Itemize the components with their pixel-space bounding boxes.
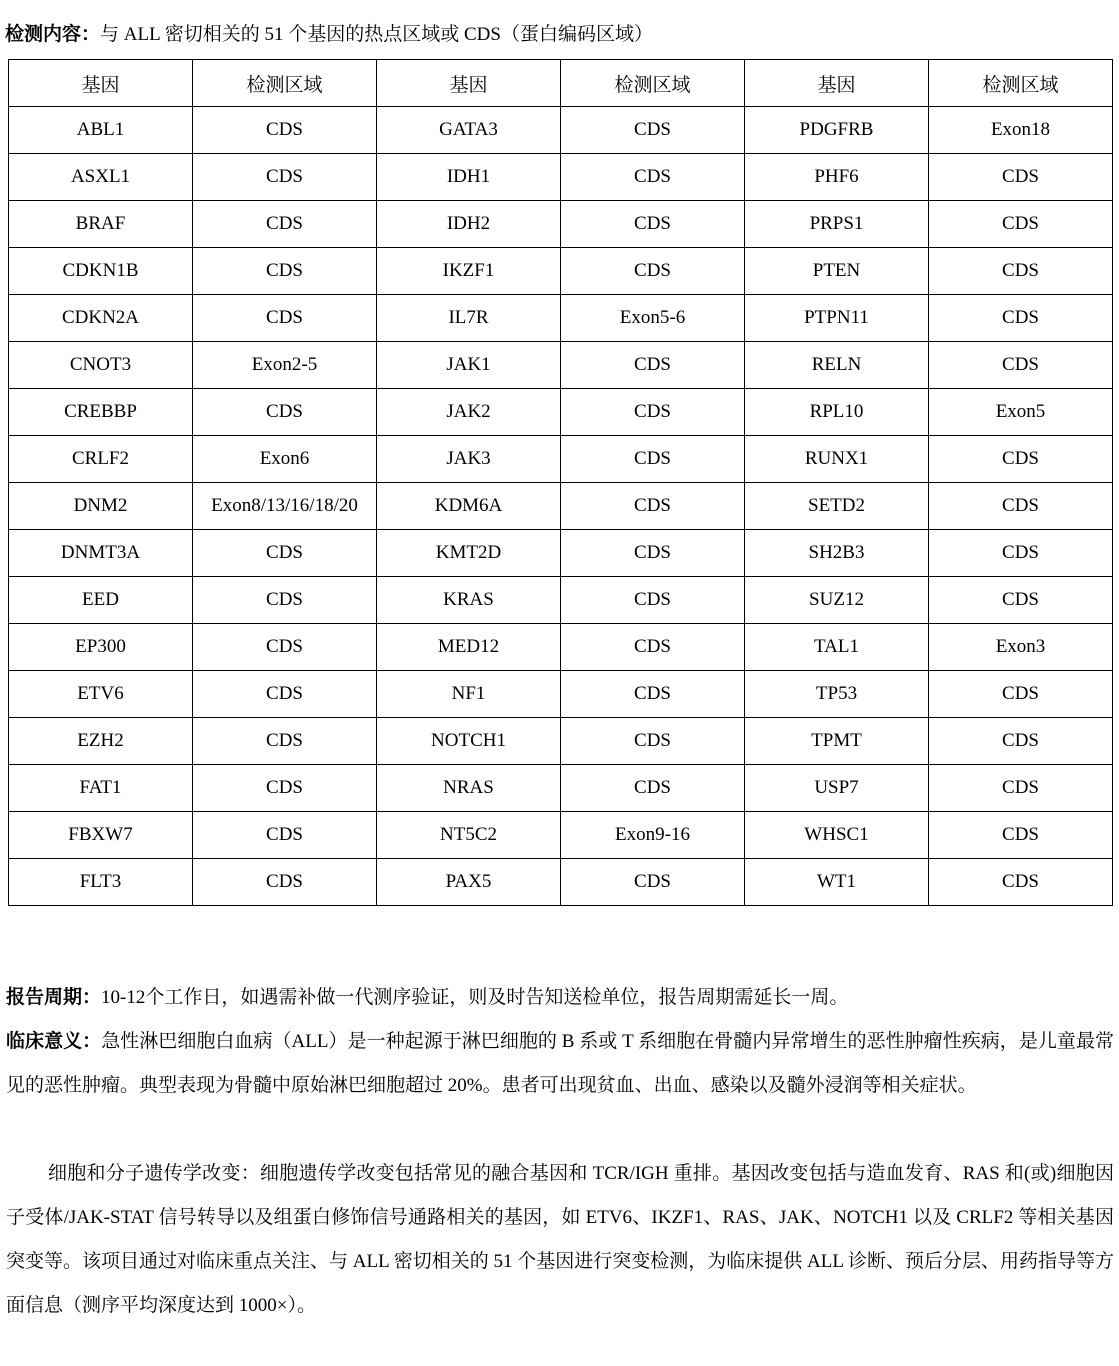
clinical-significance-text: 急性淋巴细胞白血病（ALL）是一种起源于淋巴细胞的 B 系或 T 系细胞在骨髓内异常增生的恶性肿瘤性疾病，是儿童最常见的恶性肿瘤。典型表现为骨髓中原始淋巴细胞超过 20%。患者可出现贫血、出血、感染以及髓外浸润等相关症状。 [6,1031,1114,1096]
region-cell: CDS [929,295,1113,342]
region-cell: CDS [193,859,377,906]
column-header-gene: 基因 [377,60,561,107]
region-cell: CDS [929,530,1113,577]
gene-cell: CDKN1B [9,248,193,295]
region-cell: CDS [929,154,1113,201]
table-row [9,483,1113,530]
region-cell: Exon8/13/16/18/20 [193,483,377,530]
gene-cell: TP53 [745,671,929,718]
gene-cell: ABL1 [9,107,193,154]
gene-table [8,59,1113,906]
table-row [9,718,1113,765]
detection-content-line [5,22,653,48]
gene-cell: IDH2 [377,201,561,248]
gene-table-header [9,60,1113,107]
gene-cell: DNM2 [9,483,193,530]
gene-cell: KMT2D [377,530,561,577]
gene-cell: NT5C2 [377,812,561,859]
gene-cell: NRAS [377,765,561,812]
region-cell: CDS [929,483,1113,530]
gene-cell: DNMT3A [9,530,193,577]
gene-cell: SH2B3 [745,530,929,577]
region-cell: Exon9-16 [561,812,745,859]
region-cell: CDS [561,483,745,530]
region-cell: CDS [929,201,1113,248]
gene-cell: CNOT3 [9,342,193,389]
gene-cell: SUZ12 [745,577,929,624]
gene-cell: EZH2 [9,718,193,765]
clinical-significance-label: 临床意义： [6,1031,102,1052]
region-cell: Exon18 [929,107,1113,154]
region-cell: CDS [561,107,745,154]
region-cell: CDS [561,577,745,624]
region-cell: CDS [193,389,377,436]
region-cell: CDS [929,248,1113,295]
gene-cell: GATA3 [377,107,561,154]
region-cell: CDS [193,530,377,577]
region-cell: CDS [561,671,745,718]
table-row [9,765,1113,812]
region-cell: CDS [193,671,377,718]
report-period-label: 报告周期： [6,987,102,1008]
region-cell: CDS [561,389,745,436]
region-cell: CDS [193,107,377,154]
gene-cell: KRAS [377,577,561,624]
region-cell: CDS [193,295,377,342]
table-row [9,859,1113,906]
gene-cell: WHSC1 [745,812,929,859]
region-cell: CDS [193,248,377,295]
detection-content-text: 与 ALL 密切相关的 51 个基因的热点区域或 CDS（蛋白编码区域） [100,24,653,45]
table-row [9,624,1113,671]
gene-cell: EED [9,577,193,624]
report-period-text: 10-12个工作日，如遇需补做一代测序验证，则及时告知送检单位，报告周期需延长一周。 [101,987,849,1008]
region-cell: Exon6 [193,436,377,483]
gene-cell: FAT1 [9,765,193,812]
table-row [9,671,1113,718]
region-cell: CDS [561,859,745,906]
gene-cell: IL7R [377,295,561,342]
region-cell: Exon5 [929,389,1113,436]
gene-cell: CDKN2A [9,295,193,342]
region-cell: CDS [193,718,377,765]
gene-cell: PTEN [745,248,929,295]
region-cell: CDS [929,671,1113,718]
gene-table-body [9,107,1113,906]
molecular-genetics-paragraph: 细胞和分子遗传学改变：细胞遗传学改变包括常见的融合基因和 TCR/IGH 重排。基因改变包括与造血发育、RAS 和(或)细胞因子受体/JAK-STAT 信号转导以及组蛋白修饰信号通路相关的基因，如 ETV6、IKZF1、RAS、JAK、NOTCH1 以及 CRLF2 等相关基因突变等。该项目通过对临床重点关注、与 ALL 密切相关的 51 个基因进行突变检测，为临床提供 ALL 诊断、预后分层、用药指导等方面信息（测序平均深度达到 1000×）。 [6,1163,1114,1316]
gene-cell: RELN [745,342,929,389]
region-cell: CDS [561,530,745,577]
table-row [9,248,1113,295]
gene-cell: RUNX1 [745,436,929,483]
gene-cell: KDM6A [377,483,561,530]
region-cell: Exon3 [929,624,1113,671]
region-cell: CDS [193,812,377,859]
gene-cell: BRAF [9,201,193,248]
table-row [9,389,1113,436]
table-row [9,530,1113,577]
table-row [9,436,1113,483]
gene-cell: CREBBP [9,389,193,436]
region-cell: CDS [929,718,1113,765]
gene-cell: PAX5 [377,859,561,906]
clinical-significance-paragraph [6,1020,1114,1108]
gene-cell: CRLF2 [9,436,193,483]
column-header-gene: 基因 [745,60,929,107]
region-cell: Exon5-6 [561,295,745,342]
gene-cell: JAK3 [377,436,561,483]
gene-cell: IKZF1 [377,248,561,295]
table-row [9,154,1113,201]
table-row [9,577,1113,624]
gene-cell: FBXW7 [9,812,193,859]
gene-cell: JAK1 [377,342,561,389]
column-header-region: 检测区域 [193,60,377,107]
gene-cell: EP300 [9,624,193,671]
region-cell: CDS [929,577,1113,624]
gene-cell: PTPN11 [745,295,929,342]
region-cell: CDS [929,859,1113,906]
gene-cell: MED12 [377,624,561,671]
region-cell: CDS [561,154,745,201]
header-row [9,60,1113,107]
gene-cell: WT1 [745,859,929,906]
gene-cell: ASXL1 [9,154,193,201]
detection-content-label: 检测内容： [5,24,101,45]
region-cell: CDS [193,201,377,248]
gene-cell: PHF6 [745,154,929,201]
table-row [9,107,1113,154]
gene-cell: TPMT [745,718,929,765]
gene-cell: NF1 [377,671,561,718]
region-cell: CDS [561,201,745,248]
region-cell: CDS [561,624,745,671]
table-row [9,812,1113,859]
gene-cell: ETV6 [9,671,193,718]
table-row [9,295,1113,342]
region-cell: CDS [561,248,745,295]
gene-cell: PDGFRB [745,107,929,154]
gene-cell: NOTCH1 [377,718,561,765]
region-cell: CDS [561,765,745,812]
gene-cell: TAL1 [745,624,929,671]
column-header-region: 检测区域 [561,60,745,107]
gene-cell: RPL10 [745,389,929,436]
region-cell: CDS [561,342,745,389]
region-cell: CDS [561,718,745,765]
region-cell: CDS [929,342,1113,389]
region-cell: CDS [929,812,1113,859]
gene-cell: USP7 [745,765,929,812]
region-cell: CDS [561,436,745,483]
column-header-gene: 基因 [9,60,193,107]
gene-cell: PRPS1 [745,201,929,248]
region-cell: CDS [193,154,377,201]
gene-cell: JAK2 [377,389,561,436]
gene-cell: IDH1 [377,154,561,201]
table-row [9,342,1113,389]
region-cell: CDS [193,577,377,624]
table-row [9,201,1113,248]
region-cell: Exon2-5 [193,342,377,389]
gene-cell: SETD2 [745,483,929,530]
report-period-paragraph [6,976,1114,1020]
column-header-region: 检测区域 [929,60,1113,107]
region-cell: CDS [193,765,377,812]
region-cell: CDS [193,624,377,671]
gene-cell: FLT3 [9,859,193,906]
region-cell: CDS [929,765,1113,812]
region-cell: CDS [929,436,1113,483]
